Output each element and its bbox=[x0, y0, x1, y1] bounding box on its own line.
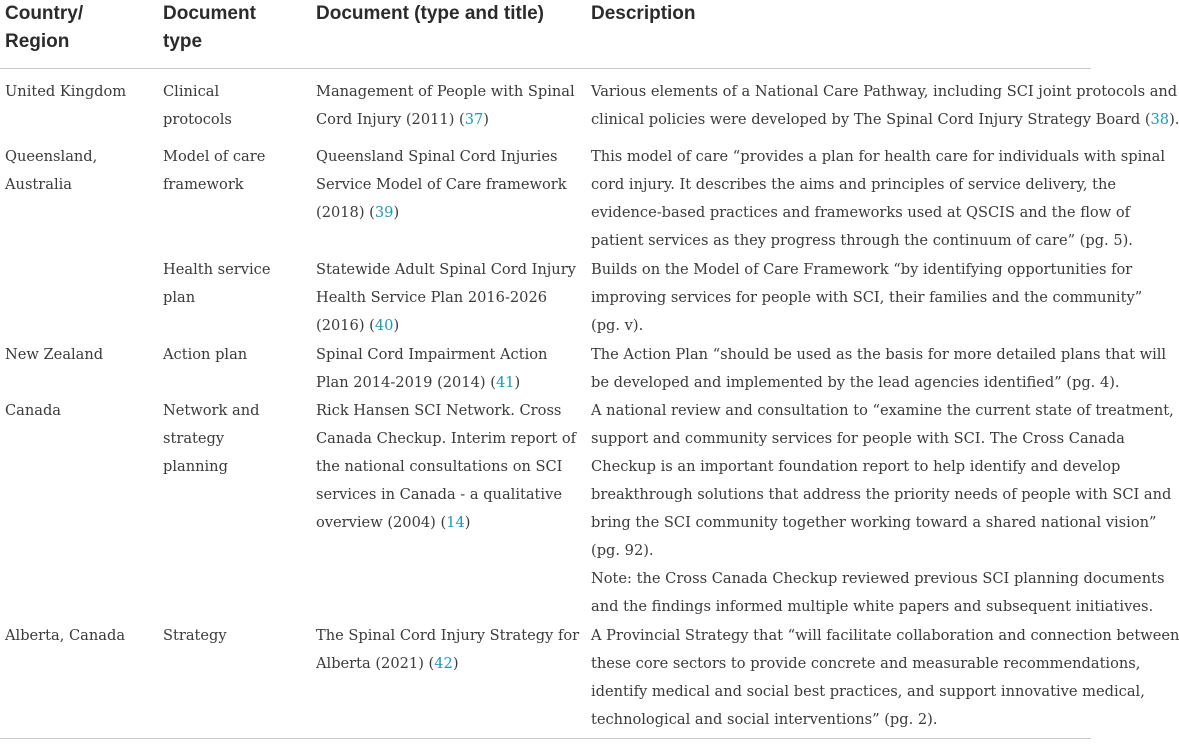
cell-line: technological and social interventions” (pg. 2). bbox=[591, 711, 938, 728]
cell-line: (2016) (40) bbox=[316, 317, 400, 334]
document-type-cell bbox=[163, 78, 232, 134]
cell-line: A national review and consultation to “examine the current state of treatment, bbox=[591, 402, 1174, 419]
cell-line: the national consultations on SCI bbox=[316, 458, 563, 475]
cell-line: Strategy bbox=[163, 627, 227, 644]
cell-line: Service Model of Care framework bbox=[316, 176, 567, 193]
cell-line: Cord Injury (2011) (37) bbox=[316, 111, 489, 128]
cell-line: Rick Hansen SCI Network. Cross bbox=[316, 402, 562, 419]
reference-link[interactable]: 42 bbox=[434, 655, 453, 672]
document-type-cell bbox=[163, 341, 247, 369]
cell-line: cord injury. It describes the aims and principles of service delivery, the bbox=[591, 176, 1117, 193]
cell-line: Checkup is an important foundation report to help identify and develop bbox=[591, 458, 1121, 475]
country-cell bbox=[5, 397, 61, 425]
document-type-cell bbox=[163, 143, 265, 199]
table-row bbox=[0, 246, 1143, 341]
cell-line: identify medical and social best practices, and support innovative medical, bbox=[591, 683, 1145, 700]
cell-line: (pg. 92). bbox=[591, 542, 654, 559]
document-type-cell bbox=[163, 397, 259, 481]
cell-line: Health Service Plan 2016-2026 bbox=[316, 289, 548, 306]
cell-line: bring the SCI community together working toward a shared national vision” bbox=[591, 514, 1157, 531]
cell-line: Builds on the Model of Care Framework “by identifying opportunities for bbox=[591, 261, 1133, 278]
description-cell bbox=[591, 143, 1165, 255]
cell-line: patient services as they progress through the continuum of care” (pg. 5). bbox=[591, 232, 1133, 249]
cell-line: support and community services for people with SCI. The Cross Canada bbox=[591, 430, 1125, 447]
cell-line: improving services for people with SCI, their families and the community” bbox=[591, 289, 1143, 306]
table-row bbox=[0, 387, 1174, 622]
table-row bbox=[0, 612, 1179, 746]
header-description: Description bbox=[591, 3, 696, 24]
cell-line: Various elements of a National Care Pathway, including SCI joint protocols and bbox=[591, 83, 1178, 100]
cell-line: The Spinal Cord Injury Strategy for bbox=[316, 627, 580, 644]
reference-link[interactable]: 40 bbox=[374, 317, 394, 334]
cell-line: Queensland, bbox=[5, 148, 98, 165]
cell-line: framework bbox=[163, 176, 244, 193]
cell-line: Health service bbox=[163, 261, 271, 278]
description-cell bbox=[591, 622, 1179, 734]
cell-line: United Kingdom bbox=[5, 83, 127, 100]
cell-line: This model of care “provides a plan for health care for individuals with spinal bbox=[591, 148, 1166, 165]
header-document-title: Document (type and title) bbox=[316, 3, 545, 24]
table-row bbox=[0, 68, 1179, 143]
country-cell bbox=[5, 341, 103, 369]
cell-line: planning bbox=[163, 458, 228, 475]
description-cell bbox=[591, 397, 1174, 621]
cell-line: Clinical bbox=[163, 83, 220, 100]
cell-line: services in Canada - a qualitative bbox=[316, 486, 562, 503]
country-cell bbox=[5, 78, 126, 106]
cell-line: (2018) (39) bbox=[316, 204, 400, 221]
cell-line: these core sectors to provide concrete and measurable recommendations, bbox=[591, 655, 1141, 672]
cell-line: plan bbox=[163, 289, 196, 306]
table-header bbox=[0, 0, 1091, 69]
table-bottom-rule bbox=[0, 738, 1091, 739]
cell-line: Queensland Spinal Cord Injuries bbox=[316, 148, 558, 165]
cell-line: Alberta, Canada bbox=[5, 627, 126, 644]
table-row bbox=[0, 133, 1166, 256]
cell-line: Canada bbox=[5, 402, 62, 419]
cell-line: Action plan bbox=[163, 346, 248, 363]
cell-line: Note: the Cross Canada Checkup reviewed previous SCI planning documents bbox=[591, 570, 1165, 587]
description-cell bbox=[591, 256, 1142, 340]
cell-line: protocols bbox=[163, 111, 232, 128]
document-title-cell bbox=[316, 256, 576, 340]
cell-line: Management of People with Spinal bbox=[316, 83, 575, 100]
reference-link[interactable]: 39 bbox=[374, 204, 394, 221]
cell-line: strategy bbox=[163, 430, 225, 447]
document-title-cell bbox=[316, 397, 576, 537]
document-title-cell bbox=[316, 78, 575, 134]
country-cell bbox=[5, 143, 97, 199]
reference-link[interactable]: 14 bbox=[446, 514, 465, 531]
cell-line: clinical policies were developed by The Spinal Cord Injury Strategy Board (38). bbox=[591, 111, 1179, 128]
header-country: Country/ Region bbox=[5, 3, 84, 52]
cell-line: evidence-based practices and frameworks used at QSCIS and the flow of bbox=[591, 204, 1131, 221]
reference-link[interactable]: 41 bbox=[495, 374, 515, 391]
document-type-cell bbox=[163, 256, 270, 312]
cell-line: Canada Checkup. Interim report of bbox=[316, 430, 577, 447]
cell-line: New Zealand bbox=[5, 346, 104, 363]
cell-line: Alberta (2021) (42) bbox=[316, 655, 459, 672]
reference-link[interactable]: 38 bbox=[1150, 111, 1170, 128]
cell-line: Statewide Adult Spinal Cord Injury bbox=[316, 261, 576, 278]
cell-line: be developed and implemented by the lead agencies identified” (pg. 4). bbox=[591, 374, 1120, 391]
country-cell bbox=[5, 622, 125, 650]
cell-line: Model of care bbox=[163, 148, 266, 165]
cell-line: Plan 2014-2019 (2014) (41) bbox=[316, 374, 521, 391]
description-cell bbox=[591, 78, 1179, 134]
cell-line: The Action Plan “should be used as the basis for more detailed plans that will bbox=[591, 346, 1167, 363]
cell-line: overview (2004) (14) bbox=[316, 514, 471, 531]
cell-line: A Provincial Strategy that “will facilitate collaboration and connection between bbox=[591, 627, 1179, 644]
cell-line: (pg. v). bbox=[591, 317, 644, 334]
cell-line: and the findings informed multiple white papers and subsequent initiatives. bbox=[591, 598, 1154, 615]
cell-line: Spinal Cord Impairment Action bbox=[316, 346, 548, 363]
cell-line: breakthrough solutions that address the priority needs of people with SCI and bbox=[591, 486, 1172, 503]
cell-line: Network and bbox=[163, 402, 260, 419]
header-document-type: Document type bbox=[163, 3, 256, 52]
document-type-cell bbox=[163, 622, 227, 650]
cell-line: Australia bbox=[5, 176, 73, 193]
document-title-cell bbox=[316, 622, 579, 678]
document-title-cell bbox=[316, 143, 567, 227]
reference-link[interactable]: 37 bbox=[464, 111, 484, 128]
